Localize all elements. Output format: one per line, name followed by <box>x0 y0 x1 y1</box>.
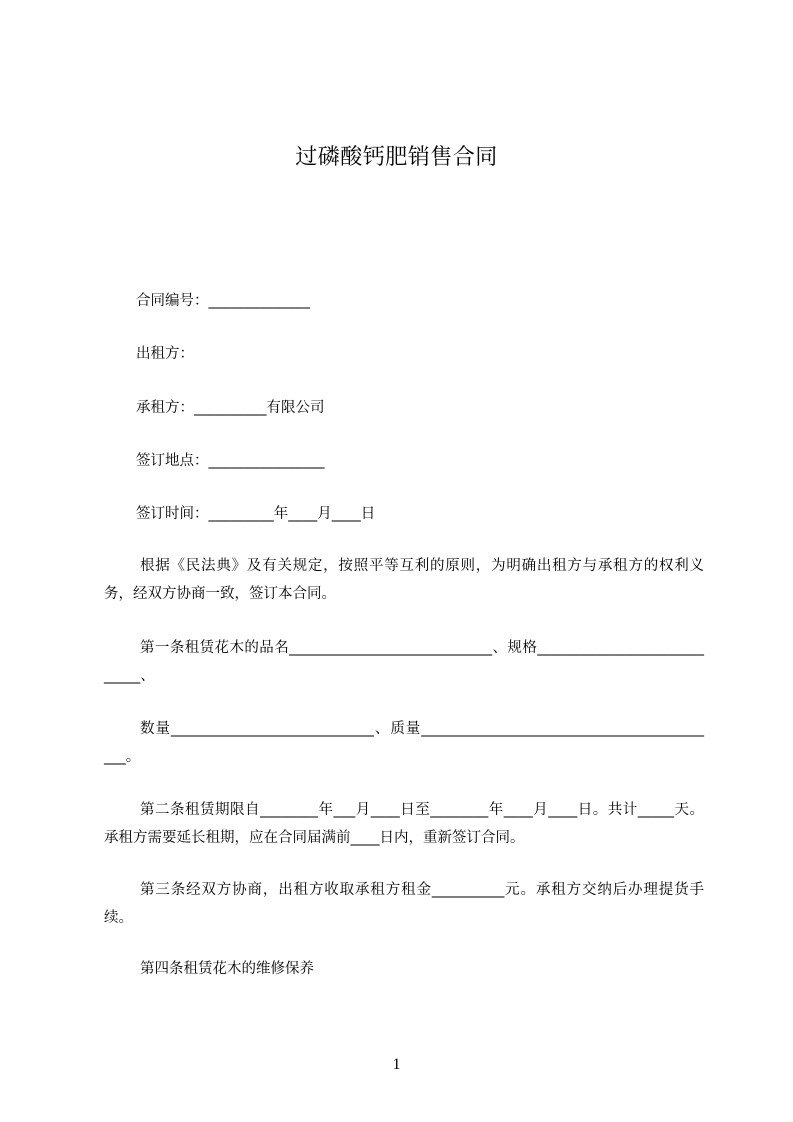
sign-time-field: 签订时间：_________年____月____日 <box>136 506 376 522</box>
article-3-paragraph: 第三条经双方协商，出租方收取承租方租金__________元。承租方交纳后办理提货手续。 <box>104 882 704 926</box>
lessee-field: 承租方：__________有限公司 <box>136 400 325 416</box>
article-4-heading: 第四条租赁花木的维修保养 <box>140 961 314 977</box>
page-number: 1 <box>392 1056 401 1073</box>
preamble-paragraph: 根据《民法典》及有关规定，按照平等互利的原则，为明确出租方与承租方的权利义务，经双方协商一致，签订本合同。 <box>104 558 704 602</box>
contract-number-field: 合同编号：______________ <box>136 293 310 309</box>
sign-place-field: 签订地点：________________ <box>136 453 325 469</box>
document-title: 过磷酸钙肥销售合同 <box>295 145 498 170</box>
article-2-paragraph: 第二条租赁期限自________年___月____日至________年____月____日。共计_____天。承租方需要延长租期，应在合同届满前____日内，重新签订合同。 <box>104 802 704 846</box>
article-1-quantity-quality: 数量____________________________、质量__________________________________________。 <box>104 721 704 765</box>
article-1-name-spec: 第一条租赁花木的品名____________________________、规格____________________________、 <box>104 640 704 684</box>
lessor-field: 出租方： <box>136 346 194 362</box>
